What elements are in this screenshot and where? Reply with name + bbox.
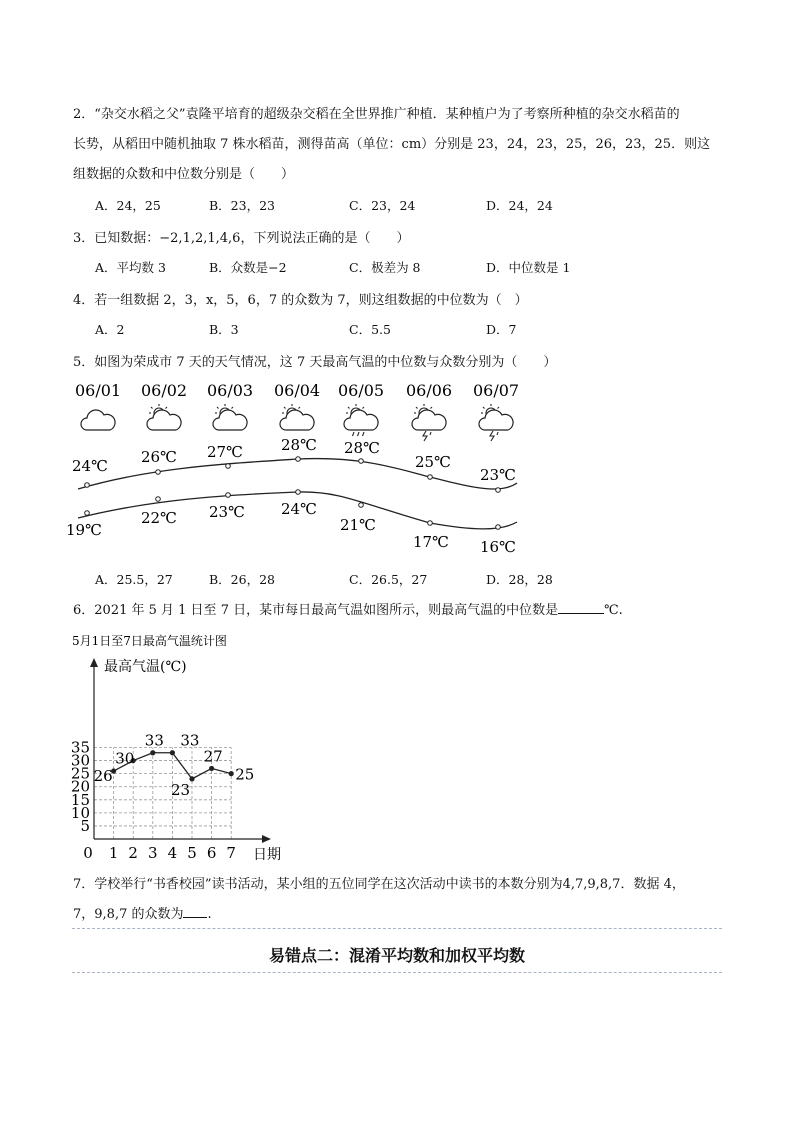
x-tick-label: 1 — [108, 844, 119, 862]
high-temp-point — [359, 459, 364, 464]
high-temp-point — [496, 488, 501, 493]
y-tick-label: 25 — [70, 764, 90, 783]
low-temp-point — [496, 525, 501, 530]
high-temp-label: 27℃ — [207, 443, 243, 461]
partly-cloudy-icon — [280, 404, 314, 430]
weather-date: 06/01 — [75, 381, 122, 400]
thunderstorm-icon — [479, 404, 513, 441]
partly-cloudy-icon — [147, 404, 181, 430]
chart-xlabel: 日期 — [253, 847, 281, 863]
chart-ylabel: 最高气温(℃) — [104, 659, 187, 675]
partly-cloudy-icon — [213, 404, 247, 430]
q6-stem-text: 6．2021 年 5 月 1 日至 7 日，某市每日最高气温如图所示，则最高气温的中位数是 — [73, 603, 559, 618]
weather-date: 06/07 — [473, 381, 520, 400]
x-tick-label: 7 — [226, 844, 236, 862]
weather-date: 06/02 — [141, 381, 188, 400]
q7-line-2 — [73, 903, 212, 922]
x-tick-label: 4 — [167, 844, 178, 862]
high-temp-label: 25℃ — [415, 453, 451, 471]
data-point — [209, 766, 214, 771]
weather-date: 06/06 — [406, 381, 453, 400]
high-temp-label: 28℃ — [344, 439, 380, 457]
q7-answer-blank[interactable] — [183, 905, 207, 918]
y-tick-label: 10 — [70, 803, 90, 822]
high-temp-point — [428, 475, 433, 480]
q4-option-a: A．2 — [95, 322, 125, 337]
q2-option-a: A．24，25 — [95, 198, 161, 213]
q5-stem: 5．如图为荣成市 7 天的天气情况，这 7 天最高气温的中位数与众数分别为（ ） — [73, 355, 557, 370]
low-temp-label: 17℃ — [413, 533, 449, 551]
high-temp-label: 24℃ — [72, 457, 108, 475]
q3-option-a: A．平均数 3 — [95, 260, 166, 275]
weather-date: 06/05 — [338, 381, 385, 400]
y-tick-label: 5 — [80, 816, 90, 835]
y-tick-label: 20 — [70, 777, 90, 796]
section-divider-bottom — [72, 972, 722, 973]
low-temp-point — [85, 511, 90, 516]
section-title: 易错点二：混淆平均数和加权平均数 — [268, 946, 525, 965]
weather-date: 06/04 — [274, 381, 321, 400]
thunderstorm-icon — [412, 404, 446, 441]
low-temp-point — [226, 493, 231, 498]
x-tick-label: 6 — [206, 844, 217, 862]
low-temp-label: 19℃ — [66, 521, 102, 539]
q6-stem — [73, 599, 623, 618]
low-temp-point — [428, 521, 433, 526]
q7-line-1: 7．学校举行“书香校园”读书活动，某小组的五位同学在这次活动中读书的本数分别为4,7,9,8,7．数据 4， — [73, 877, 685, 892]
data-label: 23 — [171, 780, 191, 799]
q5-option-c: C．26.5，27 — [349, 572, 428, 587]
high-temp-point — [226, 464, 231, 469]
cloud-icon — [81, 410, 115, 430]
high-temp-label: 28℃ — [281, 436, 317, 454]
y-tick-label: 35 — [70, 738, 90, 757]
data-label: 26 — [93, 767, 113, 786]
x-tick-label: 5 — [187, 844, 197, 862]
q3-stem: 3．已知数据：−2,1,2,1,4,6，下列说法正确的是（ ） — [73, 231, 410, 246]
y-tick-label: 30 — [70, 751, 90, 770]
q6-stem-unit: ℃. — [604, 603, 623, 618]
low-temp-label: 24℃ — [281, 500, 317, 518]
data-label: 30 — [115, 749, 135, 768]
q3-option-d: D．中位数是 1 — [486, 260, 571, 275]
x-tick-label: 3 — [148, 844, 158, 862]
q2-line-2: 长势，从稻田中随机抽取 7 株水稻苗，测得苗高（单位：cm）分别是 23，24，23，25，26，23，25．则这 — [73, 137, 711, 152]
low-temp-point — [156, 497, 161, 502]
q5-option-a: A．25.5，27 — [95, 572, 173, 587]
high-temp-point — [85, 483, 90, 488]
q3-option-c: C．极差为 8 — [349, 260, 421, 275]
chart-title: 5月1日至7日最高气温统计图 — [72, 634, 227, 648]
sun-rain-icon — [344, 404, 378, 436]
high-temp-point — [156, 470, 161, 475]
q4-option-d: D．7 — [486, 322, 517, 337]
q2-line-1: 2．“杂交水稻之父”袁隆平培育的超级杂交稻在全世界推广种植．某种植户为了考察所种植的杂交水稻苗的 — [73, 107, 680, 122]
temp-chart — [60, 628, 300, 868]
x-axis-arrow — [262, 835, 271, 843]
q2-option-c: C．23，24 — [349, 198, 416, 213]
data-point — [170, 750, 175, 755]
q7-line-2-text: 7，9,8,7 的众数为 — [73, 907, 184, 922]
data-point — [150, 750, 155, 755]
low-temp-point — [359, 503, 364, 508]
low-temp-label: 16℃ — [480, 538, 516, 556]
q2-option-d: D．24，24 — [486, 198, 553, 213]
q2-line-3: 组数据的众数和中位数分别是（ ） — [73, 167, 295, 182]
data-label: 33 — [180, 731, 200, 750]
data-point — [229, 771, 234, 776]
low-temp-point — [296, 490, 301, 495]
data-label: 25 — [235, 765, 255, 784]
q2-option-b: B．23，23 — [209, 198, 275, 213]
q5-option-b: B．26，28 — [209, 572, 275, 587]
section-divider-top — [72, 928, 722, 929]
q4-option-c: C．5.5 — [349, 322, 391, 337]
x-tick-label: 2 — [128, 844, 138, 862]
data-label: 33 — [144, 731, 164, 750]
high-temp-label: 23℃ — [480, 466, 516, 484]
q7-line-2-end: . — [207, 907, 212, 922]
y-axis-arrow — [90, 658, 98, 667]
q4-option-b: B．3 — [209, 322, 239, 337]
y-tick-label: 15 — [70, 790, 90, 809]
q6-answer-blank[interactable] — [558, 601, 604, 614]
low-temp-label: 21℃ — [340, 516, 376, 534]
weather-figure — [0, 370, 794, 565]
q5-option-d: D．28，28 — [486, 572, 553, 587]
q3-option-b: B．众数是−2 — [209, 260, 287, 275]
high-temp-label: 26℃ — [141, 448, 177, 466]
x-tick-label: 0 — [83, 844, 93, 862]
data-point — [189, 776, 194, 781]
data-label: 27 — [203, 747, 223, 766]
low-temp-label: 23℃ — [209, 503, 245, 521]
high-temp-point — [296, 457, 301, 462]
q4-stem: 4．若一组数据 2，3，x，5，6，7 的众数为 7，则这组数据的中位数为（ ） — [73, 293, 528, 308]
low-temp-label: 22℃ — [141, 509, 177, 527]
weather-date: 06/03 — [207, 381, 254, 400]
